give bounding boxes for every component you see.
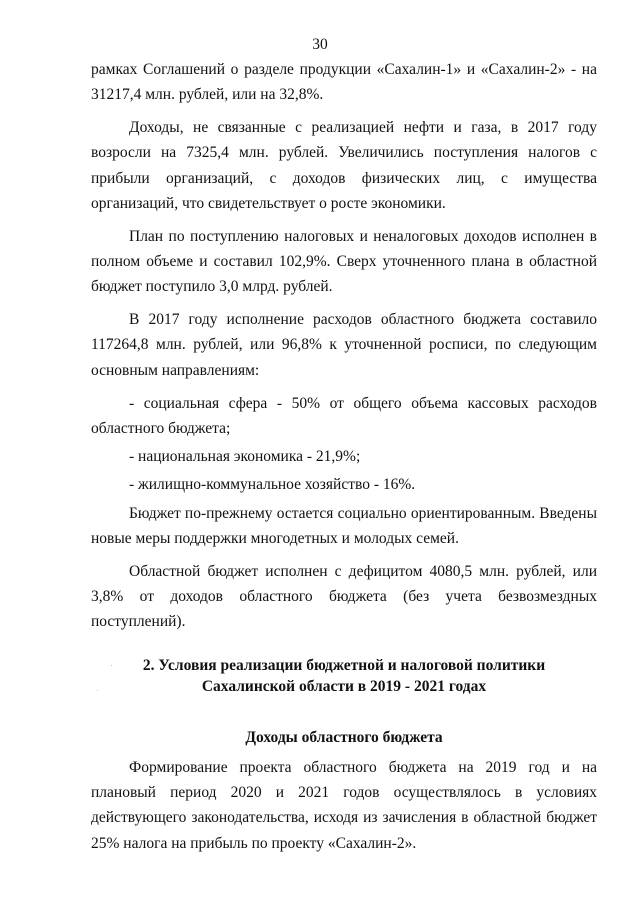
scan-speck <box>111 665 112 666</box>
list-item-housing: - жилищно-коммунальное хозяйство - 16%. <box>129 476 416 494</box>
paragraph-expenditures: В 2017 году исполнение расходов областного бюджета составило 117264,8 млн. рублей, или 96,8% к уточненной росписи, по следующим основным направлениям: <box>91 311 597 379</box>
subheading-regional-revenue: Доходы областного бюджета <box>245 728 443 746</box>
list-item-social: - социальная сфера - 50% от общего объема кассовых расходов областного бюджета; <box>91 394 597 437</box>
section-heading-line-2: Сахалинской области в 2019 - 2021 годах <box>201 677 487 695</box>
paragraph-deficit: Областной бюджет исполнен с дефицитом 4080,5 млн. рублей, или 3,8% от доходов областного бюджета (без учета безвозмездных поступлений). <box>91 562 597 631</box>
paragraph-non-oil-revenue: Доходы, не связанные с реализацией нефти и газа, в 2017 году возросли на 7325,4 млн. рублей. Увеличились поступления налогов с прибыли организаций, с доходов физических лиц, с имущества организаций, что свидетельствует о росте экономики. <box>91 119 597 212</box>
paragraph-social-orientation: Бюджет по-прежнему остается социально ориентированным. Введены новые меры поддержки многодетных и молодых семей. <box>91 504 597 548</box>
section-heading-line-1: 2. Условия реализации бюджетной и налоговой политики <box>142 656 546 674</box>
paragraph-budget-formation: Формирование проекта областного бюджета на 2019 год и на плановый период 2020 и 2021 годов осуществлялось в условиях действующего законодательства, исходя из зачисления в областной бюджет 25% налога на прибыль по проекту «Сахалин-2». <box>91 758 597 852</box>
scan-speck <box>97 690 98 691</box>
paragraph-tax-plan: План по поступлению налоговых и неналоговых доходов исполнен в полном объеме и составил 102,9%. Сверх уточненного плана в областной бюджет поступило 3,0 млрд. рублей. <box>91 227 597 296</box>
paragraph-continuation: рамках Соглашений о разделе продукции «Сахалин-1» и «Сахалин-2» - на 31217,4 млн. рублей, или на 32,8%. <box>91 61 597 104</box>
page-number: 30 <box>312 36 328 53</box>
list-item-economy: - национальная экономика - 21,9%; <box>129 448 361 466</box>
document-body <box>91 57 597 863</box>
section-heading <box>91 655 597 697</box>
